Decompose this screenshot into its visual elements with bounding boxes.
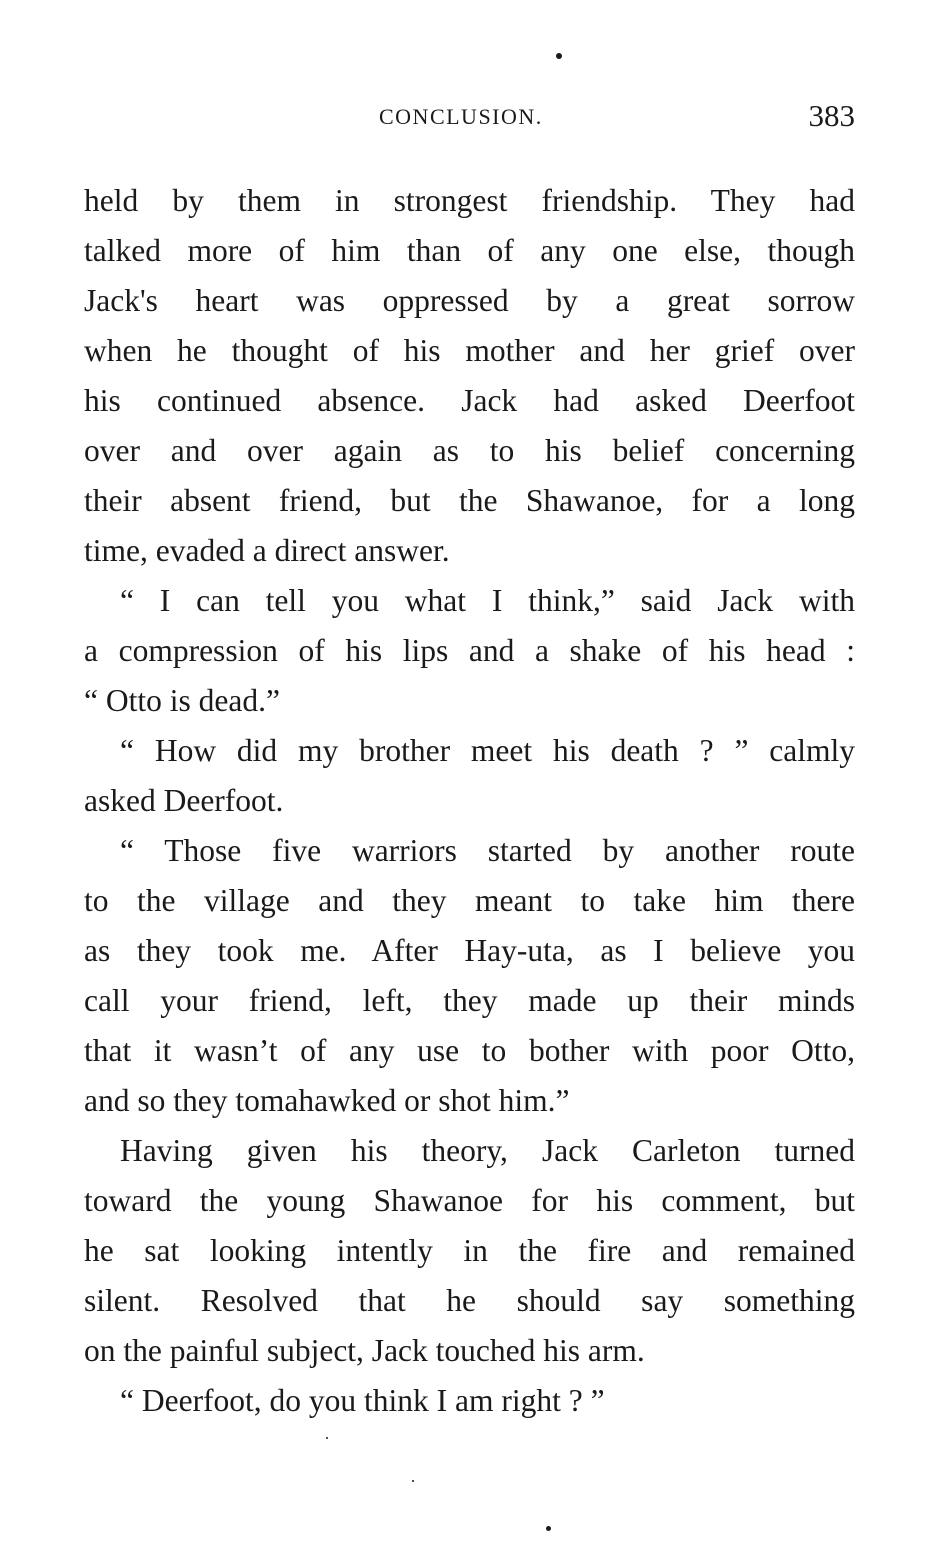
page-number: 383 bbox=[808, 98, 855, 133]
text-line: asked Deerfoot. bbox=[84, 783, 284, 818]
ink-speck-low bbox=[412, 1480, 414, 1482]
text-line: over and over again as to his belief concerning bbox=[84, 433, 855, 468]
running-head: CONCLUSION. bbox=[379, 104, 543, 129]
ink-speck-top bbox=[556, 53, 562, 59]
text-line: “ Those five warriors started by another route bbox=[120, 833, 855, 868]
text-line: his continued absence. Jack had asked Deerfoot bbox=[84, 383, 855, 418]
text-line: toward the young Shawanoe for his comment, but bbox=[84, 1183, 855, 1218]
text-line: to the village and they meant to take him there bbox=[84, 883, 855, 918]
text-line: a compression of his lips and a shake of his head : bbox=[84, 633, 855, 668]
text-line: Jack's heart was oppressed by a great sorrow bbox=[84, 283, 855, 318]
text-line: “ I can tell you what I think,” said Jack with bbox=[120, 583, 855, 618]
page-header bbox=[84, 98, 855, 138]
ink-speck-bottom bbox=[546, 1526, 551, 1531]
text-line: talked more of him than of any one else, though bbox=[84, 233, 855, 268]
text-line: when he thought of his mother and her grief over bbox=[84, 333, 855, 368]
text-line: their absent friend, but the Shawanoe, for a long bbox=[84, 483, 855, 518]
text-line: he sat looking intently in the fire and remained bbox=[84, 1233, 855, 1268]
body-text bbox=[84, 176, 855, 1426]
text-line: held by them in strongest friendship. They had bbox=[84, 183, 855, 218]
text-line: “ Otto is dead.” bbox=[84, 683, 280, 718]
text-line: “ Deerfoot, do you think I am right ? ” bbox=[120, 1383, 605, 1418]
ink-speck-mid bbox=[326, 1437, 328, 1439]
text-line: and so they tomahawked or shot him.” bbox=[84, 1083, 570, 1118]
text-line: as they took me. After Hay-uta, as I believe you bbox=[84, 933, 855, 968]
text-line: Having given his theory, Jack Carleton turned bbox=[120, 1133, 855, 1168]
text-line: that it wasn’t of any use to bother with poor Otto, bbox=[84, 1033, 855, 1068]
text-line: time, evaded a direct answer. bbox=[84, 533, 450, 568]
text-line: “ How did my brother meet his death ? ” calmly bbox=[120, 733, 855, 768]
text-line: on the painful subject, Jack touched his arm. bbox=[84, 1333, 645, 1368]
text-line: call your friend, left, they made up their minds bbox=[84, 983, 855, 1018]
text-line: silent. Resolved that he should say something bbox=[84, 1283, 855, 1318]
